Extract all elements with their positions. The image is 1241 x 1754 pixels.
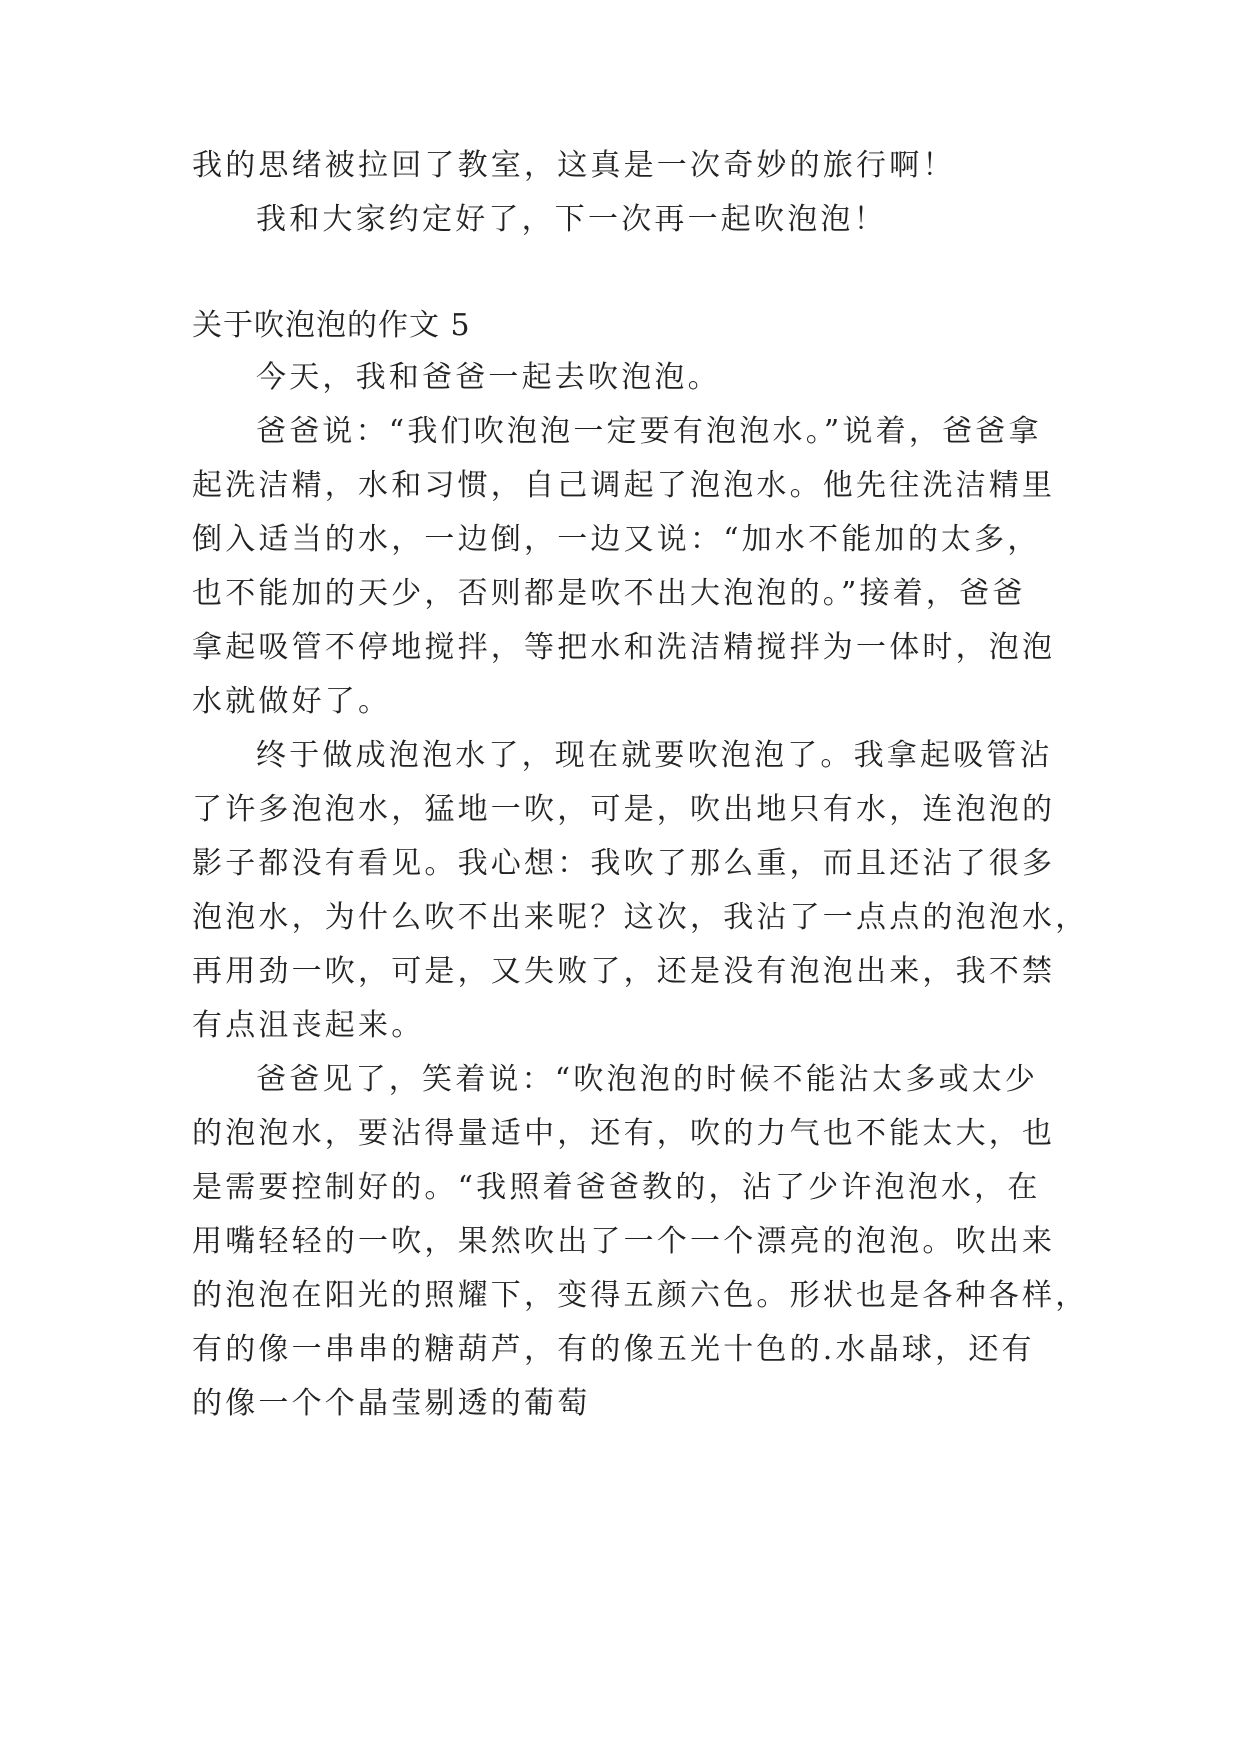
text-line: 我的思绪被拉回了教室，这真是一次奇妙的旅行啊！ <box>192 148 956 183</box>
section-heading: 关于吹泡泡的作文 5 <box>192 308 471 343</box>
text-line: 我和大家约定好了，下一次再一起吹泡泡！ <box>256 202 887 237</box>
text-line: 用嘴轻轻的一吹，果然吹出了一个一个漂亮的泡泡。吹出来 <box>192 1224 1056 1259</box>
text-line: 水就做好了。 <box>192 684 392 719</box>
text-line: 起洗洁精，水和习惯，自己调起了泡泡水。他先往洗洁精里 <box>192 468 1056 503</box>
text-line: 爸爸见了，笑着说：“吹泡泡的时候不能沾太多或太少 <box>256 1062 1039 1097</box>
text-line: 爸爸说：“我们吹泡泡一定要有泡泡水。”说着，爸爸拿 <box>256 414 1042 449</box>
text-line: 了许多泡泡水，猛地一吹，可是，吹出地只有水，连泡泡的 <box>192 792 1056 827</box>
text-line: 终于做成泡泡水了，现在就要吹泡泡了。我拿起吸管沾 <box>256 738 1053 773</box>
text-line: 的泡泡水，要沾得量适中，还有，吹的力气也不能太大，也 <box>192 1116 1056 1151</box>
text-line: 再用劲一吹，可是，又失败了，还是没有泡泡出来，我不禁 <box>192 954 1056 989</box>
text-line: 今天，我和爸爸一起去吹泡泡。 <box>256 360 721 395</box>
text-line: 也不能加的天少，否则都是吹不出大泡泡的。”接着，爸爸 <box>192 576 1026 611</box>
text-line: 倒入适当的水，一边倒，一边又说：“加水不能加的太多， <box>192 522 1041 557</box>
text-line: 有的像一串串的糖葫芦，有的像五光十色的.水晶球，还有 <box>192 1332 1035 1367</box>
text-line: 影子都没有看见。我心想：我吹了那么重，而且还沾了很多 <box>192 846 1056 881</box>
text-line: 是需要控制好的。“我照着爸爸教的，沾了少许泡泡水，在 <box>192 1170 1041 1205</box>
text-line: 泡泡水，为什么吹不出来呢？这次，我沾了一点点的泡泡水， <box>192 900 1089 935</box>
text-line: 的像一个个晶莹剔透的葡萄 <box>192 1386 591 1421</box>
text-line: 拿起吸管不停地搅拌，等把水和洗洁精搅拌为一体时，泡泡 <box>192 630 1056 665</box>
text-line: 的泡泡在阳光的照耀下，变得五颜六色。形状也是各种各样， <box>192 1278 1089 1313</box>
text-line: 有点沮丧起来。 <box>192 1008 425 1043</box>
